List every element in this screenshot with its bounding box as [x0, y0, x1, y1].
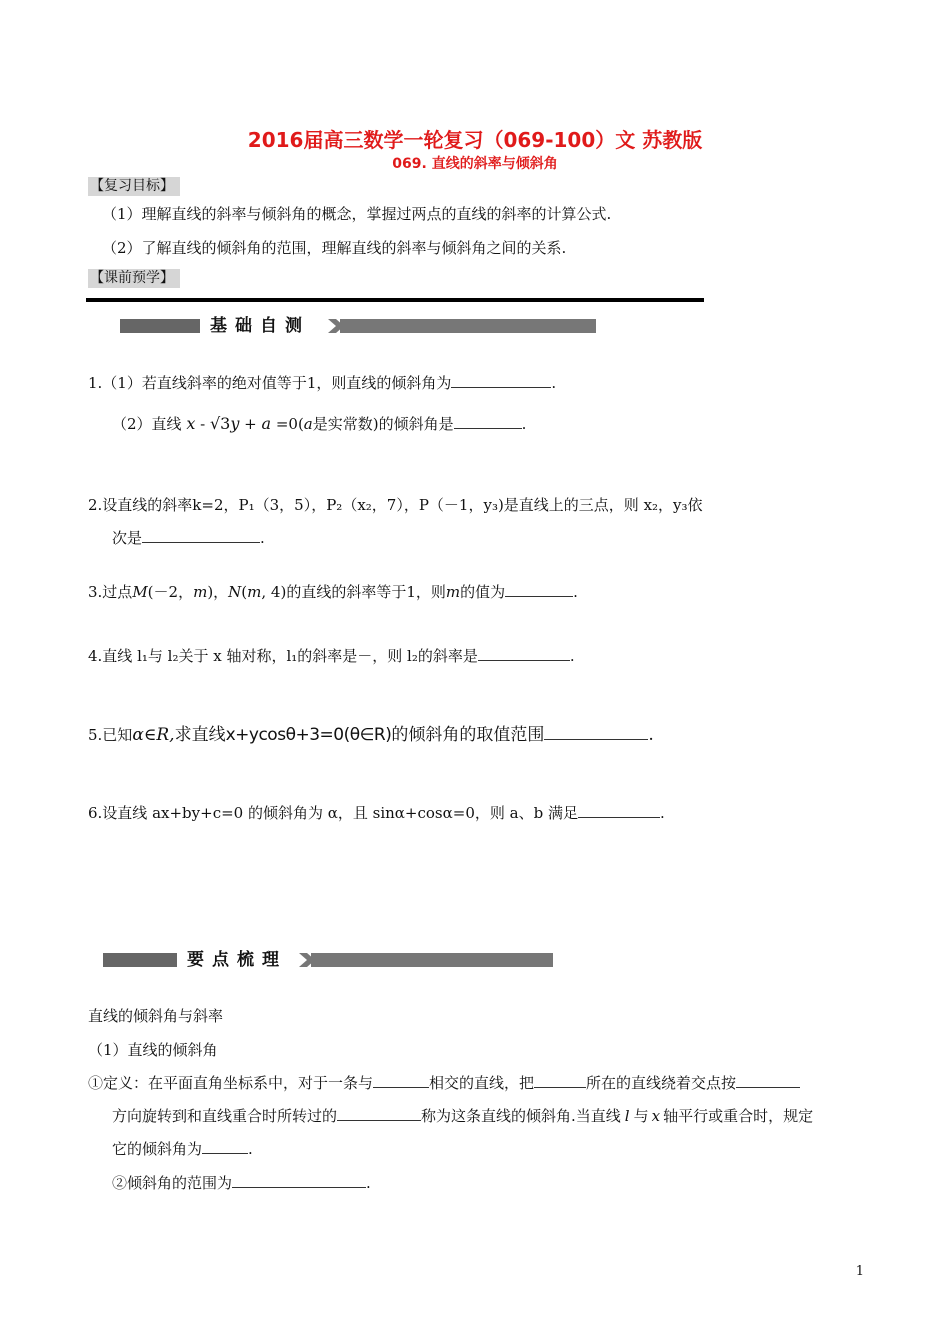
problem-6	[88, 802, 665, 823]
answer-blank[interactable]	[736, 1073, 800, 1088]
answer-blank[interactable]	[544, 725, 648, 740]
period: .	[551, 374, 557, 392]
math-minus: -	[195, 415, 210, 433]
problem-3	[88, 581, 578, 602]
problem-2-line2	[112, 527, 265, 548]
banner-left-bar	[103, 953, 177, 967]
var-m: m	[445, 583, 461, 601]
answer-blank[interactable]	[454, 414, 522, 429]
period: .	[366, 1174, 371, 1192]
problem-5-equation: x+ycosθ+3=0(θ∈R)	[225, 725, 392, 745]
period: .	[659, 804, 665, 822]
period: .	[569, 647, 575, 665]
banner-right-bar	[340, 319, 596, 333]
math-a: a	[261, 414, 272, 433]
answer-blank[interactable]	[478, 646, 570, 661]
range-text: ②倾斜角的范围为	[112, 1174, 233, 1192]
period: .	[248, 1140, 253, 1158]
problem-3-mid4: , 4)的直线的斜率等于1，则	[261, 583, 446, 601]
page-title: 2016届高三数学一轮复习（069-100）文 苏教版	[247, 128, 703, 152]
def2-c: 与	[633, 1107, 649, 1125]
answer-blank[interactable]	[578, 803, 660, 818]
problem-5	[88, 720, 654, 745]
period: .	[260, 529, 265, 547]
period: .	[573, 583, 578, 601]
axis-x: x	[651, 1107, 661, 1125]
math-sqrt3: √3	[209, 414, 231, 433]
period: .	[648, 725, 654, 745]
math-alpha: a	[303, 415, 313, 433]
def-b: 相交的直线，把	[429, 1074, 535, 1092]
math-y: y	[230, 414, 240, 433]
definition-line-3	[112, 1138, 253, 1159]
problem-3-pre: 3.过点	[88, 583, 133, 601]
var-m: m	[247, 583, 262, 601]
page-number: 1	[855, 1264, 864, 1279]
answer-blank[interactable]	[202, 1139, 248, 1154]
banner-basic-self-test	[120, 316, 596, 336]
points-heading: 直线的倾斜角与斜率	[88, 1007, 224, 1025]
point-M: M	[132, 583, 148, 601]
goal-2: （2）了解直线的倾斜角的范围，理解直线的斜率与倾斜角之间的关系.	[102, 239, 567, 257]
answer-blank[interactable]	[142, 528, 260, 543]
problem-5-pre: 5.已知	[88, 726, 133, 744]
problem-5-post: 的倾斜角的取值范围	[391, 725, 545, 745]
problem-3-mid1: (－2，	[147, 583, 194, 601]
problem-4-text: 4.直线 l₁与 l₂关于 x 轴对称，l₁的斜率是－，则 l₂的斜率是	[88, 647, 478, 665]
points-subheading-1: （1）直线的倾斜角	[88, 1041, 218, 1059]
problem-3-mid2: )，	[207, 583, 229, 601]
def3-a: 它的倾斜角为	[112, 1140, 203, 1158]
problem-1b-post: 是实常数)的倾斜角是	[312, 415, 454, 433]
answer-blank[interactable]	[373, 1073, 429, 1088]
problem-1b-pre: （2）直线	[112, 415, 182, 433]
range-line	[112, 1172, 371, 1193]
def2-b: 称为这条直线的倾斜角.当直线	[421, 1107, 621, 1125]
problem-6-text: 6.设直线 ax+by+c=0 的倾斜角为 α，且 sinα+cosα=0，则 a、b 满足	[88, 804, 578, 822]
page-subtitle: 069. 直线的斜率与倾斜角	[392, 156, 558, 172]
divider-rule	[86, 298, 704, 302]
answer-blank[interactable]	[505, 582, 573, 597]
definition-line-2	[112, 1105, 813, 1126]
math-x: x	[186, 414, 196, 433]
paren-open: (	[297, 415, 304, 433]
goal-1: （1）理解直线的斜率与倾斜角的概念，掌握过两点的直线的斜率的计算公式.	[102, 205, 612, 223]
math-eq: =0	[271, 415, 298, 433]
problem-3-mid3: (	[241, 583, 248, 601]
banner-left-bar	[120, 319, 200, 333]
problem-1b	[112, 413, 526, 434]
problem-2-text: 次是	[112, 529, 143, 547]
math-plus: +	[239, 415, 262, 433]
answer-blank[interactable]	[534, 1073, 586, 1088]
line-l: l	[624, 1107, 630, 1125]
problem-1a	[88, 372, 556, 393]
problem-5-mid: 求直线	[174, 725, 226, 745]
review-goals-tag: 【复习目标】	[88, 177, 180, 196]
def2-a: 方向旋转到和直线重合时所转过的	[112, 1107, 338, 1125]
problem-1a-text: 1.（1）若直线斜率的绝对值等于1，则直线的倾斜角为	[88, 374, 452, 392]
def-c: 所在的直线绕着交点按	[586, 1074, 737, 1092]
def2-d: 轴平行或重合时，规定	[663, 1107, 814, 1125]
problem-3-post: 的值为	[460, 583, 506, 601]
banner-key-points	[103, 950, 553, 970]
answer-blank[interactable]	[451, 373, 551, 388]
point-N: N	[228, 583, 242, 601]
banner-label: 基础自测	[210, 316, 310, 336]
answer-blank[interactable]	[232, 1173, 366, 1188]
def-a: ①定义：在平面直角坐标系中，对于一条与	[88, 1074, 374, 1092]
var-m: m	[193, 583, 208, 601]
problem-2-line1: 2.设直线的斜率k=2，P₁（3，5），P₂（x₂，7），P（－1，y₃)是直线上的三点，则 x₂，y₃依	[88, 496, 703, 514]
preview-tag: 【课前预学】	[88, 269, 180, 288]
banner-label: 要点梳理	[187, 950, 287, 970]
period: .	[521, 415, 527, 433]
banner-right-bar	[311, 953, 553, 967]
definition-line-1	[88, 1072, 800, 1093]
answer-blank[interactable]	[337, 1106, 421, 1121]
problem-4	[88, 645, 575, 666]
problem-5-cond: α∈R,	[132, 725, 175, 745]
